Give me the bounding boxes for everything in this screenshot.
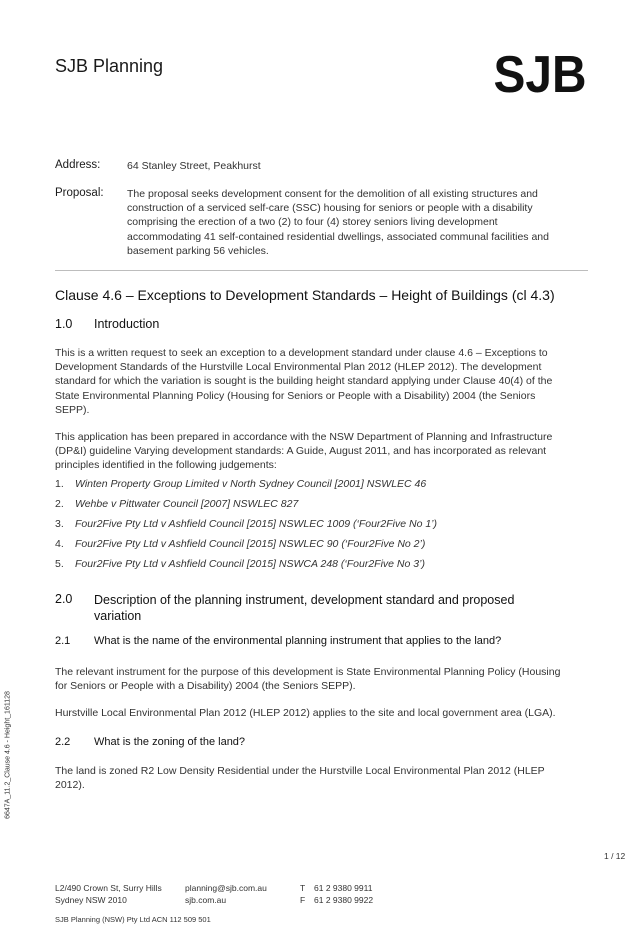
section-2-1-heading: What is the name of the environmental planning instrument that applies to the land? xyxy=(94,635,502,647)
case-number: 5. xyxy=(55,558,64,570)
sjb-logo xyxy=(493,52,588,96)
section-2-1-paragraph-2: Hurstville Local Environmental Plan 2012 (HLEP 2012) applies to the site and local government area (LGA). xyxy=(55,707,556,719)
footer-fax: 61 2 9380 9922 xyxy=(314,895,374,905)
section-2-1-paragraph-1: The relevant instrument for the purpose of this development is State Environmental Planning Policy (Housing for Seniors or People with a Disability) 2004 (the Seniors SEPP). xyxy=(55,666,561,693)
intro-paragraph-1: This is a written request to seek an exception to a development standard under clause 4.6 – Exceptions to Development Standards of the Hurstville Local Environmental Plan 2012 (HLEP 2012). The development standard for which the variation is sought is the building height standard applying under Clause 40(4) of the State Environmental Planning Policy (Housing for Seniors or People with a Disability) 2004 (the Seniors SEPP). xyxy=(55,347,553,416)
address-value: 64 Stanley Street, Peakhurst xyxy=(127,160,261,172)
footer-telephone: 61 2 9380 9911 xyxy=(314,883,373,893)
footer-phone-labels: T F xyxy=(300,883,306,905)
section-2-2-number: 2.2 xyxy=(55,736,71,748)
footer-company: SJB Planning (NSW) Pty Ltd ACN 112 509 501 xyxy=(55,915,211,924)
case-number: 4. xyxy=(55,538,64,550)
case-number: 1. xyxy=(55,478,64,490)
logo-text: SJB xyxy=(493,52,587,96)
company-name: SJB Planning xyxy=(55,56,164,76)
proposal-text: The proposal seeks development consent for the demolition of all existing structures and construction of a serviced self-care (SSC) housing for seniors or people with a disability comprising the erection of a two (2) to four (4) storey seniors living development accommodating 41 self-contained residential dwellings, associated communal facilities and basement parking 56 vehicles. xyxy=(127,188,549,257)
case-citation: Four2Five Pty Ltd v Ashfield Council [2015] NSWLEC 1009 (‘Four2Five No 1’) xyxy=(75,518,438,530)
section-1-heading: Introduction xyxy=(94,317,160,331)
footer-contact xyxy=(185,882,267,906)
proposal-label: Proposal: xyxy=(55,187,104,199)
document-title: Clause 4.6 – Exceptions to Development Standards – Height of Buildings (cl 4.3) xyxy=(55,287,555,303)
section-2-2-heading: What is the zoning of the land? xyxy=(94,736,246,748)
case-number: 2. xyxy=(55,498,64,510)
footer-website: sjb.com.au xyxy=(185,895,227,905)
section-2-heading: Description of the planning instrument, development standard and proposed variation xyxy=(94,593,515,623)
section-1-number: 1.0 xyxy=(55,317,73,331)
case-citation: Winten Property Group Limited v North Sydney Council [2001] NSWLEC 46 xyxy=(75,478,427,490)
footer-address: L2/490 Crown St, Surry Hills Sydney NSW 2010 xyxy=(55,883,162,905)
footer-email: planning@sjb.com.au xyxy=(185,883,267,893)
case-number: 3. xyxy=(55,518,64,530)
page-number: 1 / 12 xyxy=(604,851,626,861)
address-label: Address: xyxy=(55,159,101,171)
section-2-number: 2.0 xyxy=(55,592,73,606)
intro-paragraph-2: This application has been prepared in accordance with the NSW Department of Planning and Infrastructure (DP&I) guideline Varying development standards: A Guide, August 2011, and has incorporated as relevant principles identified in the following judgements: xyxy=(55,431,553,472)
case-citation: Four2Five Pty Ltd v Ashfield Council [2015] NSWLEC 90 (‘Four2Five No 2’) xyxy=(75,538,426,550)
case-citation: Wehbe v Pittwater Council [2007] NSWLEC 827 xyxy=(75,498,299,510)
case-citation: Four2Five Pty Ltd v Ashfield Council [2015] NSWCA 248 (‘Four2Five No 3’) xyxy=(75,558,425,570)
section-2-1-number: 2.1 xyxy=(55,635,71,647)
document-reference: 6647A_11.2_Clause 4.6 - Height_161128 xyxy=(4,691,12,819)
section-2-2-paragraph: The land is zoned R2 Low Density Residential under the Hurstville Local Environmental Plan 2012 (HLEP 2012). xyxy=(55,765,545,792)
divider xyxy=(55,270,588,271)
footer-phone-numbers xyxy=(314,882,373,906)
